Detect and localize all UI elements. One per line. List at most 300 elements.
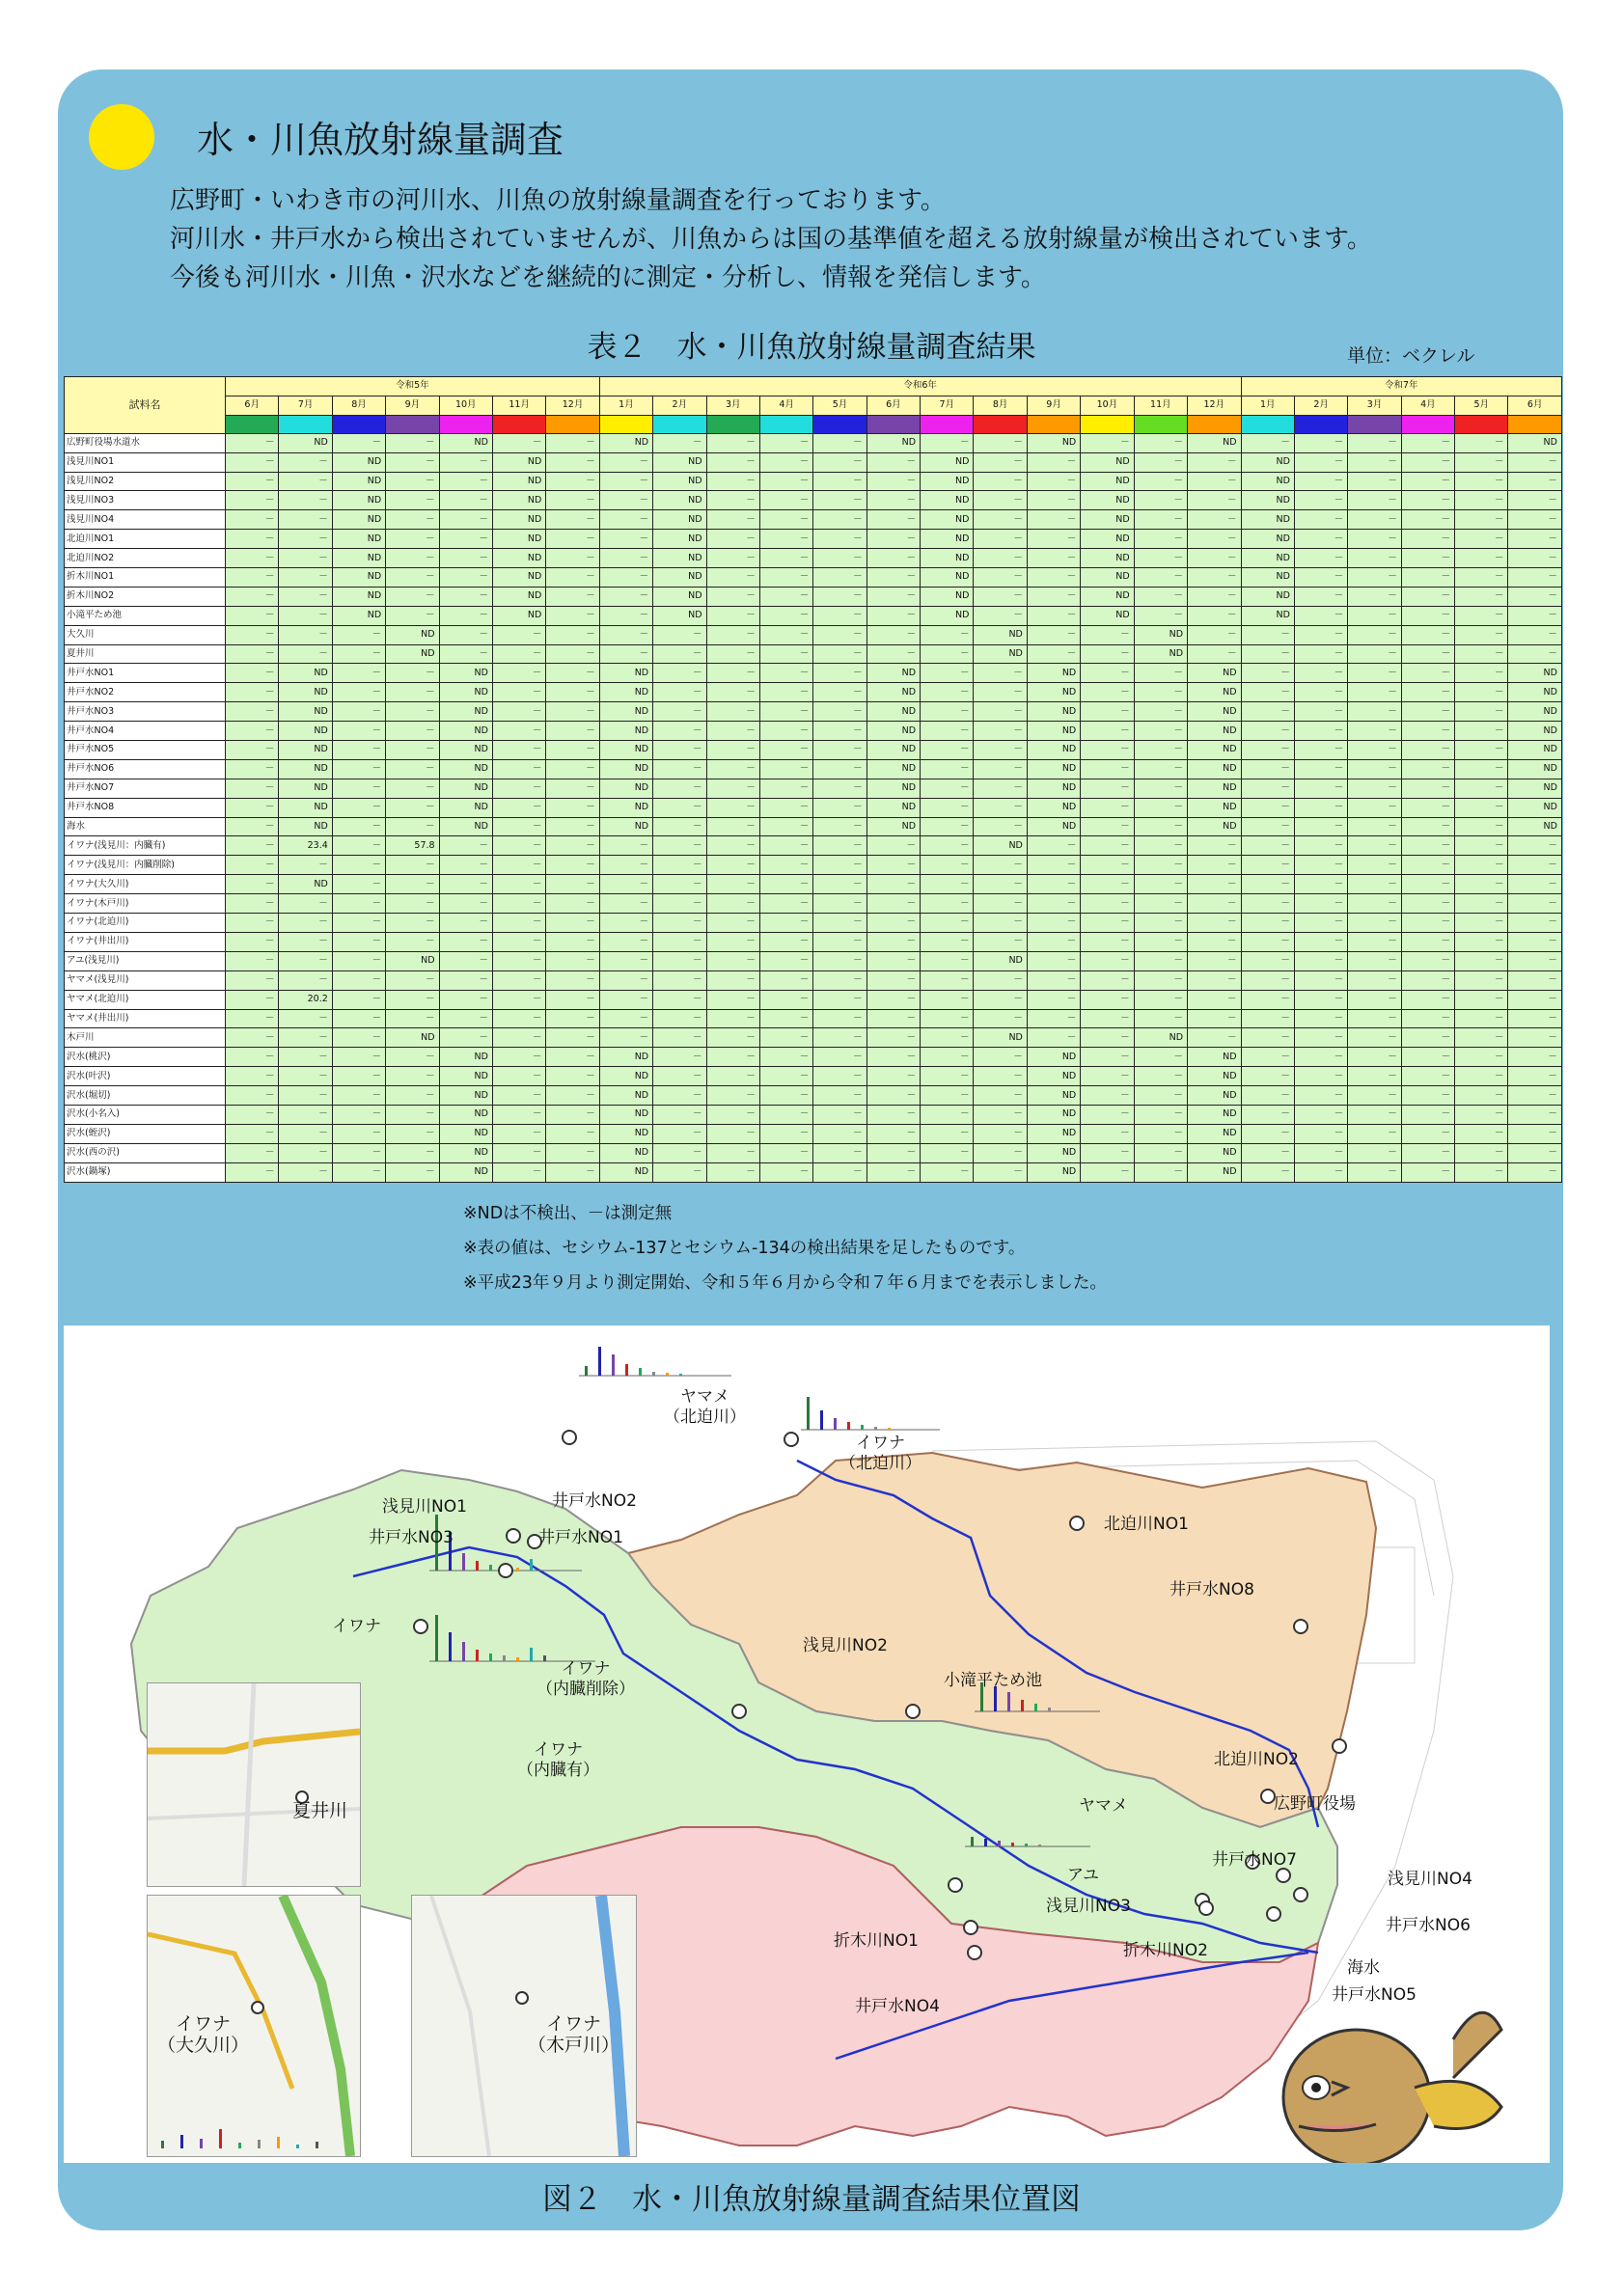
sample-bar <box>161 2141 164 2148</box>
sample-bar <box>679 1374 682 1376</box>
result-cell: － <box>1455 951 1508 970</box>
result-cell: － <box>439 452 492 472</box>
result-cell: － <box>813 683 867 702</box>
result-cell: ND <box>1508 817 1561 836</box>
result-cell: ND <box>1134 625 1187 644</box>
result-cell: ND <box>439 1143 492 1162</box>
result-cell: － <box>1455 914 1508 933</box>
result-cell: － <box>1401 1028 1454 1048</box>
sample-bar <box>277 2137 280 2148</box>
result-cell: － <box>386 433 439 452</box>
result-cell: － <box>1134 702 1187 722</box>
result-cell: － <box>1134 759 1187 779</box>
unit-label: 単位：ベクレル <box>1347 345 1475 367</box>
result-cell: － <box>1241 1067 1294 1086</box>
result-cell: － <box>1188 932 1242 951</box>
result-cell: － <box>813 472 867 491</box>
result-cell: － <box>653 759 706 779</box>
result-cell: ND <box>279 741 332 760</box>
result-cell: － <box>279 452 332 472</box>
sample-name: イワナ(大久川) <box>65 875 226 894</box>
result-cell: － <box>1081 970 1134 990</box>
result-cell: ND <box>1188 1086 1242 1106</box>
result-cell: － <box>974 1105 1027 1124</box>
result-cell: － <box>1134 530 1187 549</box>
result-cell: － <box>279 1105 332 1124</box>
month-header: 6月 <box>226 396 279 415</box>
table-row <box>65 702 1562 722</box>
result-cell: － <box>1401 759 1454 779</box>
result-cell: ND <box>921 606 974 625</box>
result-cell: － <box>1027 510 1080 530</box>
result-cell: ND <box>439 1162 492 1182</box>
result-cell: － <box>386 817 439 836</box>
result-cell: ND <box>599 741 652 760</box>
sample-point-marker <box>1294 1888 1307 1901</box>
result-cell: － <box>332 1162 385 1182</box>
result-cell: － <box>1134 741 1187 760</box>
result-cell: ND <box>867 798 920 817</box>
result-cell: ND <box>1188 741 1242 760</box>
result-cell: － <box>546 1105 599 1124</box>
result-cell: ND <box>492 549 545 568</box>
result-cell: － <box>1134 1048 1187 1067</box>
result-cell: － <box>1401 875 1454 894</box>
result-cell: － <box>439 568 492 588</box>
result-cell: － <box>706 894 759 914</box>
result-cell: － <box>1508 1028 1561 1048</box>
result-cell: － <box>1508 568 1561 588</box>
result-cell: ND <box>1081 472 1134 491</box>
result-cell: － <box>653 856 706 875</box>
table-notes <box>463 1196 1107 1300</box>
result-cell: ND <box>439 433 492 452</box>
result-cell: ND <box>653 452 706 472</box>
result-cell: － <box>813 914 867 933</box>
result-cell: － <box>1188 625 1242 644</box>
result-cell: － <box>759 549 812 568</box>
table-row <box>65 1124 1562 1143</box>
result-cell: － <box>546 568 599 588</box>
sample-point-marker <box>1294 1620 1307 1633</box>
result-cell: － <box>1508 970 1561 990</box>
table-row <box>65 587 1562 606</box>
result-cell: － <box>921 875 974 894</box>
result-cell: － <box>1294 452 1347 472</box>
month-header: 11月 <box>1134 396 1187 415</box>
result-cell: － <box>1241 759 1294 779</box>
result-cell: － <box>813 1009 867 1028</box>
result-cell: － <box>1294 875 1347 894</box>
result-cell: － <box>226 472 279 491</box>
result-cell: － <box>1348 1028 1401 1048</box>
sample-bar <box>585 1366 588 1376</box>
result-cell: ND <box>1188 664 1242 683</box>
result-cell: － <box>1294 1124 1347 1143</box>
month-color-swatch <box>492 415 545 433</box>
inset-roads <box>148 1683 360 1886</box>
result-cell: － <box>599 625 652 644</box>
sample-name: 井戸水NO4 <box>65 722 226 741</box>
result-cell: － <box>1081 990 1134 1009</box>
result-cell: － <box>226 932 279 951</box>
result-cell: － <box>1401 1105 1454 1124</box>
result-cell: － <box>1027 491 1080 510</box>
result-cell: － <box>1188 970 1242 990</box>
result-cell: － <box>279 644 332 664</box>
result-cell: ND <box>1081 549 1134 568</box>
map-label-yamame: ヤマメ <box>1079 1796 1128 1816</box>
result-cell: － <box>546 1143 599 1162</box>
result-cell: ND <box>653 530 706 549</box>
sample-bar <box>1011 1843 1014 1846</box>
result-cell: － <box>974 741 1027 760</box>
result-cell: － <box>279 894 332 914</box>
result-cell: － <box>867 568 920 588</box>
result-cell: － <box>1348 491 1401 510</box>
result-cell: － <box>332 1067 385 1086</box>
result-cell: － <box>332 817 385 836</box>
result-cell: － <box>1294 625 1347 644</box>
month-header: 3月 <box>1348 396 1401 415</box>
result-cell: ND <box>1508 722 1561 741</box>
result-cell: － <box>706 1162 759 1182</box>
result-cell: － <box>279 932 332 951</box>
result-cell: － <box>226 530 279 549</box>
result-cell: － <box>974 779 1027 798</box>
map-label-kitasako2: 北迫川NO2 <box>1214 1750 1299 1769</box>
month-color-swatch <box>1081 415 1134 433</box>
result-cell: － <box>1348 1048 1401 1067</box>
result-cell: － <box>1401 1124 1454 1143</box>
result-cell: － <box>653 433 706 452</box>
result-cell: － <box>1401 683 1454 702</box>
result-cell: － <box>1081 1162 1134 1182</box>
result-cell: － <box>226 894 279 914</box>
result-cell: － <box>1455 836 1508 856</box>
month-color-swatch <box>439 415 492 433</box>
result-cell: － <box>599 452 652 472</box>
result-cell: － <box>653 1124 706 1143</box>
result-cell: ND <box>599 759 652 779</box>
result-cell: － <box>1241 970 1294 990</box>
result-cell: ND <box>653 549 706 568</box>
result-cell: － <box>386 1124 439 1143</box>
result-cell: ND <box>1508 759 1561 779</box>
result-cell: － <box>226 587 279 606</box>
result-cell: － <box>759 856 812 875</box>
result-cell: － <box>492 433 545 452</box>
sample-bar <box>180 2135 183 2148</box>
result-cell: － <box>439 951 492 970</box>
result-cell: － <box>226 1143 279 1162</box>
result-cell: 57.8 <box>386 836 439 856</box>
result-cell: － <box>921 683 974 702</box>
result-cell: ND <box>974 951 1027 970</box>
result-cell: － <box>1081 1028 1134 1048</box>
month-color-swatch <box>921 415 974 433</box>
result-cell: － <box>759 683 812 702</box>
result-cell: － <box>813 510 867 530</box>
map-label-ido4: 井戸水NO4 <box>855 1997 940 2016</box>
result-cell: － <box>1188 1009 1242 1028</box>
result-cell: － <box>706 587 759 606</box>
result-cell: － <box>1081 1086 1134 1106</box>
note-line: ※平成23年９月より測定開始、令和５年６月から令和７年６月までを表示しました。 <box>463 1273 1107 1293</box>
result-cell: ND <box>1027 817 1080 836</box>
table-row <box>65 644 1562 664</box>
result-cell: － <box>653 1162 706 1182</box>
result-cell: － <box>599 894 652 914</box>
result-cell: － <box>546 1162 599 1182</box>
result-cell: － <box>1508 990 1561 1009</box>
result-cell: － <box>867 606 920 625</box>
result-cell: － <box>1241 990 1294 1009</box>
map-label-asami2: 浅見川NO2 <box>803 1636 888 1655</box>
result-cell: － <box>653 798 706 817</box>
sample-name: 浅見川NO3 <box>65 491 226 510</box>
month-color-swatch <box>653 415 706 433</box>
result-cell: － <box>653 1009 706 1028</box>
result-cell: － <box>226 875 279 894</box>
result-cell: － <box>867 452 920 472</box>
result-cell: － <box>279 1124 332 1143</box>
sample-bar <box>503 1655 506 1661</box>
result-cell: － <box>386 798 439 817</box>
result-cell: － <box>867 836 920 856</box>
sample-bar <box>462 1553 465 1571</box>
result-cell: ND <box>386 644 439 664</box>
sample-bar <box>639 1368 642 1376</box>
month-color-swatch <box>1401 415 1454 433</box>
result-cell: － <box>226 1124 279 1143</box>
result-cell: － <box>1348 951 1401 970</box>
result-cell: － <box>1455 1086 1508 1106</box>
table-row <box>65 894 1562 914</box>
result-cell: － <box>1294 856 1347 875</box>
result-cell: － <box>1188 914 1242 933</box>
sample-bar <box>238 2143 241 2148</box>
result-cell: － <box>867 894 920 914</box>
result-cell: － <box>1081 817 1134 836</box>
result-cell: － <box>439 914 492 933</box>
result-cell: － <box>599 856 652 875</box>
result-cell: － <box>921 836 974 856</box>
result-cell: － <box>1241 817 1294 836</box>
result-cell: － <box>1241 836 1294 856</box>
map-label-oriki1: 折木川NO1 <box>834 1931 919 1951</box>
result-cell: － <box>1401 587 1454 606</box>
sample-bar <box>807 1397 810 1430</box>
result-cell: － <box>706 1143 759 1162</box>
result-cell: － <box>1508 1124 1561 1143</box>
result-cell: － <box>226 625 279 644</box>
result-cell: － <box>813 875 867 894</box>
sample-point-marker <box>784 1433 798 1446</box>
sample-bar <box>1007 1692 1010 1711</box>
result-cell: － <box>1348 452 1401 472</box>
result-cell: － <box>279 625 332 644</box>
table-row <box>65 1086 1562 1106</box>
result-cell: － <box>1188 568 1242 588</box>
year-header: 令和5年 <box>226 377 600 396</box>
sample-name: 井戸水NO2 <box>65 683 226 702</box>
result-cell: － <box>1455 472 1508 491</box>
result-cell: － <box>1348 932 1401 951</box>
result-cell: － <box>1455 990 1508 1009</box>
result-cell: ND <box>599 1086 652 1106</box>
result-cell: ND <box>921 452 974 472</box>
result-cell: － <box>706 549 759 568</box>
result-cell: － <box>1455 1124 1508 1143</box>
result-cell: － <box>1081 664 1134 683</box>
result-cell: － <box>226 779 279 798</box>
result-cell: － <box>226 1105 279 1124</box>
result-cell: － <box>759 894 812 914</box>
result-cell: － <box>1294 741 1347 760</box>
result-cell: － <box>706 1048 759 1067</box>
result-cell: ND <box>332 549 385 568</box>
result-cell: － <box>1294 568 1347 588</box>
result-cell: － <box>974 664 1027 683</box>
result-cell: ND <box>1081 452 1134 472</box>
result-cell: － <box>813 664 867 683</box>
result-cell: － <box>1027 530 1080 549</box>
result-cell: － <box>386 606 439 625</box>
result-cell: ND <box>1188 433 1242 452</box>
result-cell: － <box>1294 779 1347 798</box>
result-cell: － <box>226 741 279 760</box>
result-cell: － <box>867 951 920 970</box>
result-cell: － <box>386 741 439 760</box>
sample-name: 広野町役場水道水 <box>65 433 226 452</box>
result-cell: － <box>1027 1009 1080 1028</box>
result-cell: － <box>332 1048 385 1067</box>
result-cell: － <box>1294 549 1347 568</box>
result-cell: － <box>759 472 812 491</box>
sample-name: 浅見川NO4 <box>65 510 226 530</box>
result-cell: － <box>546 875 599 894</box>
result-cell: － <box>279 1048 332 1067</box>
result-cell: ND <box>1241 491 1294 510</box>
result-cell: ND <box>279 759 332 779</box>
result-cell: － <box>921 1143 974 1162</box>
result-cell: － <box>279 568 332 588</box>
result-cell: － <box>921 1009 974 1028</box>
result-cell: － <box>1134 970 1187 990</box>
result-cell: － <box>492 625 545 644</box>
result-cell: － <box>386 1143 439 1162</box>
result-cell: － <box>1241 856 1294 875</box>
result-cell: － <box>546 741 599 760</box>
year-header: 令和7年 <box>1241 377 1561 396</box>
month-header: 8月 <box>974 396 1027 415</box>
result-cell: － <box>759 1009 812 1028</box>
table-row <box>65 1162 1562 1182</box>
result-cell: － <box>332 1086 385 1106</box>
result-cell: － <box>1081 856 1134 875</box>
result-cell: ND <box>1027 1067 1080 1086</box>
result-cell: － <box>1508 1162 1561 1182</box>
sample-name: 井戸水NO1 <box>65 664 226 683</box>
result-cell: － <box>867 510 920 530</box>
result-cell: － <box>599 875 652 894</box>
result-cell: － <box>599 606 652 625</box>
result-cell: － <box>492 1162 545 1182</box>
month-header: 4月 <box>1401 396 1454 415</box>
result-cell: － <box>1294 433 1347 452</box>
month-header: 9月 <box>1027 396 1080 415</box>
result-cell: ND <box>386 625 439 644</box>
result-cell: － <box>1027 606 1080 625</box>
result-cell: － <box>332 1143 385 1162</box>
result-cell: ND <box>439 741 492 760</box>
result-cell: － <box>546 1009 599 1028</box>
result-cell: － <box>492 970 545 990</box>
map-label-kitasako1: 北迫川NO1 <box>1104 1515 1189 1534</box>
result-cell: － <box>653 722 706 741</box>
result-cell: － <box>706 1009 759 1028</box>
table-row <box>65 1048 1562 1067</box>
result-cell: － <box>1134 779 1187 798</box>
result-cell: － <box>1508 472 1561 491</box>
month-header: 2月 <box>1294 396 1347 415</box>
result-cell: － <box>974 433 1027 452</box>
result-cell: － <box>921 914 974 933</box>
sample-name: ヤマメ(北迫川) <box>65 990 226 1009</box>
result-cell: － <box>546 472 599 491</box>
sample-name: 沢水(桃沢) <box>65 1048 226 1067</box>
result-cell: － <box>974 549 1027 568</box>
result-cell: － <box>439 644 492 664</box>
result-cell: － <box>1348 606 1401 625</box>
result-cell: － <box>279 1067 332 1086</box>
result-cell: － <box>759 951 812 970</box>
result-cell: － <box>279 1162 332 1182</box>
result-cell: － <box>1348 817 1401 836</box>
sample-name: イワナ(木戸川) <box>65 894 226 914</box>
result-cell: － <box>1401 817 1454 836</box>
result-cell: ND <box>1188 722 1242 741</box>
month-color-swatch <box>332 415 385 433</box>
result-cell: － <box>492 894 545 914</box>
result-cell: ND <box>1027 1162 1080 1182</box>
result-cell: － <box>599 970 652 990</box>
table-row <box>65 664 1562 683</box>
result-cell: － <box>653 1143 706 1162</box>
result-cell: － <box>1348 1124 1401 1143</box>
map-label-asami4: 浅見川NO4 <box>1388 1870 1472 1889</box>
result-cell: － <box>1401 970 1454 990</box>
result-cell: － <box>974 1086 1027 1106</box>
result-cell: － <box>706 606 759 625</box>
result-cell: － <box>1188 644 1242 664</box>
result-cell: － <box>921 951 974 970</box>
result-cell: － <box>813 722 867 741</box>
result-cell: ND <box>599 817 652 836</box>
result-cell: ND <box>439 779 492 798</box>
result-cell: － <box>921 1048 974 1067</box>
sample-bar <box>462 1642 465 1661</box>
result-cell: － <box>1241 779 1294 798</box>
result-cell: － <box>1241 683 1294 702</box>
result-cell: － <box>1188 836 1242 856</box>
result-cell: － <box>759 452 812 472</box>
result-cell: － <box>1134 932 1187 951</box>
result-cell: － <box>974 759 1027 779</box>
result-cell: － <box>813 606 867 625</box>
result-cell: － <box>921 856 974 875</box>
